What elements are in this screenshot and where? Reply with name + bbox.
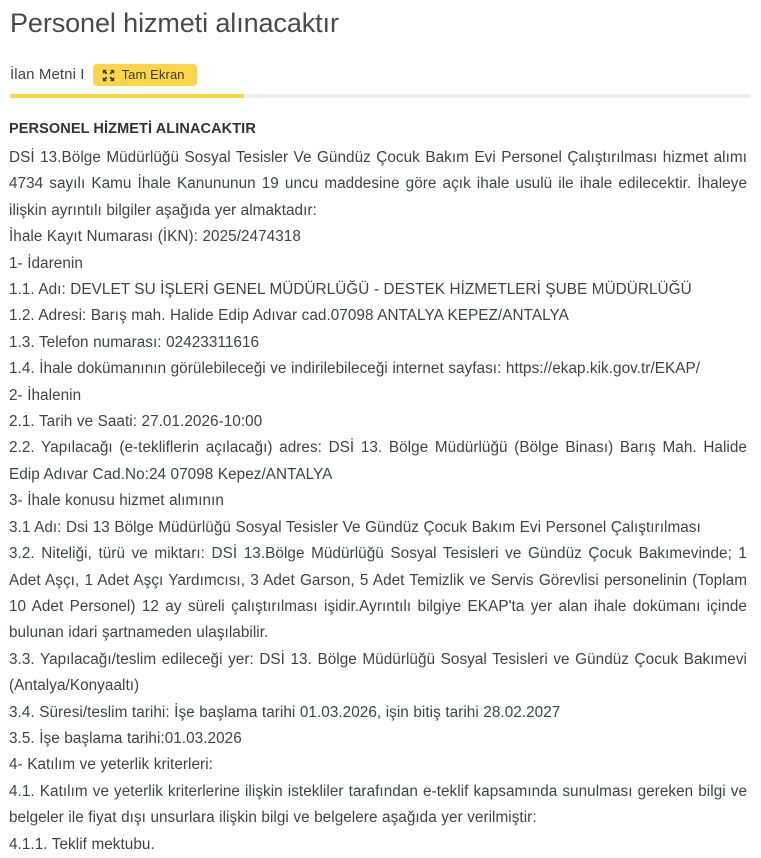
doc-paragraph-section-2: 2- İhalenin [9,386,82,404]
doc-paragraph-item-4-1: 4.1. Katılım ve yeterlik kriterlerine ilişkin istekliler tarafından e-teklif kapsamında sunulması gereken bilgi ve belgeler ile fiyat dışı unsurlara ilişkin bilgi ve belgelere aşağıda yer verilmiştir: [9,782,747,827]
announcement-body [0,98,761,858]
tab-underline-rule [10,94,751,98]
doc-paragraph-item-3-3: 3.3. Yapılacağı/teslim edileceği yer: DSİ 13. Bölge Müdürlüğü Sosyal Tesisleri ve Gündüz Çocuk Bakımevi (Antalya/Konyaaltı) [9,650,747,695]
doc-paragraph-intro: DSİ 13.Bölge Müdürlüğü Sosyal Tesisler Ve Gündüz Çocuk Bakım Evi Personel Çalıştırılması hizmet alımı 4734 sayılı Kamu İhale Kanununun 19 uncu maddesine göre açık ihale usulü ile ihale edilecektir. İhaleye ilişkin ayrıntılı bilgiler aşağıda yer almaktadır: [9,149,747,219]
doc-paragraph-ikn: İhale Kayıt Numarası (İKN): 2025/2474318 [9,228,301,246]
doc-paragraph-item-3-4: 3.4. Süresi/teslim tarihi: İşe başlama tarihi 01.03.2026, işin bitiş tarihi 28.02.2027 [9,703,561,721]
doc-paragraph-item-1-1: 1.1. Adı: DEVLET SU İŞLERİ GENEL MÜDÜRLÜĞÜ - DESTEK HİZMETLERİ ŞUBE MÜDÜRLÜĞÜ [9,281,692,299]
doc-paragraph-section-1: 1- İdarenin [9,254,83,272]
tabstrip [0,62,761,88]
doc-paragraph-section-3: 3- İhale konusu hizmet alımının [9,492,224,510]
doc-paragraph-item-1-4: 1.4. İhale dokümanının görülebileceği ve indirilebileceği internet sayfası: https://ekap.kik.gov.tr/EKAP/ [9,360,701,378]
doc-paragraph-item-3-2: 3.2. Niteliği, türü ve miktarı: DSİ 13.Bölge Müdürlüğü Sosyal Tesisleri ve Gündüz Çocuk Bakımevinde; 1 Adet Aşçı, 1 Adet Aşçı Yardımcısı, 3 Adet Garson, 5 Adet Temizlik ve Servis Görevlisi personelinin (Toplam 10 Adet Personel) 12 ay süreli çalıştırılması işidir.Ayrıntılı bilgiye EKAP'ta yer alan ihale dokümanı içinde bulunan idari şartnameden ulaşılabilir. [9,545,747,642]
doc-paragraph-item-4-1-1: 4.1.1. Teklif mektubu. [9,835,155,853]
fullscreen-button-label: Tam Ekran [121,67,185,82]
doc-paragraph-item-2-1: 2.1. Tarih ve Saati: 27.01.2026-10:00 [9,413,263,431]
tab-ilan-metni[interactable]: İlan Metni I [10,66,85,83]
page-title: Personel hizmeti alınacaktır [10,8,339,38]
doc-paragraph-item-3-5: 3.5. İşe başlama tarihi:01.03.2026 [9,729,242,747]
doc-paragraph-item-3-1: 3.1 Adı: Dsi 13 Bölge Müdürlüğü Sosyal Tesisler Ve Gündüz Çocuk Bakım Evi Personel Çalıştırılması [9,518,701,536]
tab-underline-active [10,94,244,98]
fullscreen-expand-icon [102,69,115,82]
doc-paragraph-item-1-2: 1.2. Adresi: Barış mah. Halide Edip Adıvar cad.07098 ANTALYA KEPEZ/ANTALYA [9,307,569,325]
doc-paragraph-item-1-3: 1.3. Telefon numarası: 02423311616 [9,333,260,351]
doc-heading: PERSONEL HİZMETİ ALINACAKTIR [9,121,256,137]
fullscreen-button[interactable] [93,64,197,86]
doc-paragraph-list [9,145,747,858]
doc-paragraph-section-4: 4- Katılım ve yeterlik kriterleri: [9,756,213,774]
doc-paragraph-item-2-2: 2.2. Yapılacağı (e-tekliflerin açılacağı) adres: DSİ 13. Bölge Müdürlüğü (Bölge Binası) Barış Mah. Halide Edip Adıvar Cad.No:24 07098 Kepez/ANTALYA [9,439,747,483]
